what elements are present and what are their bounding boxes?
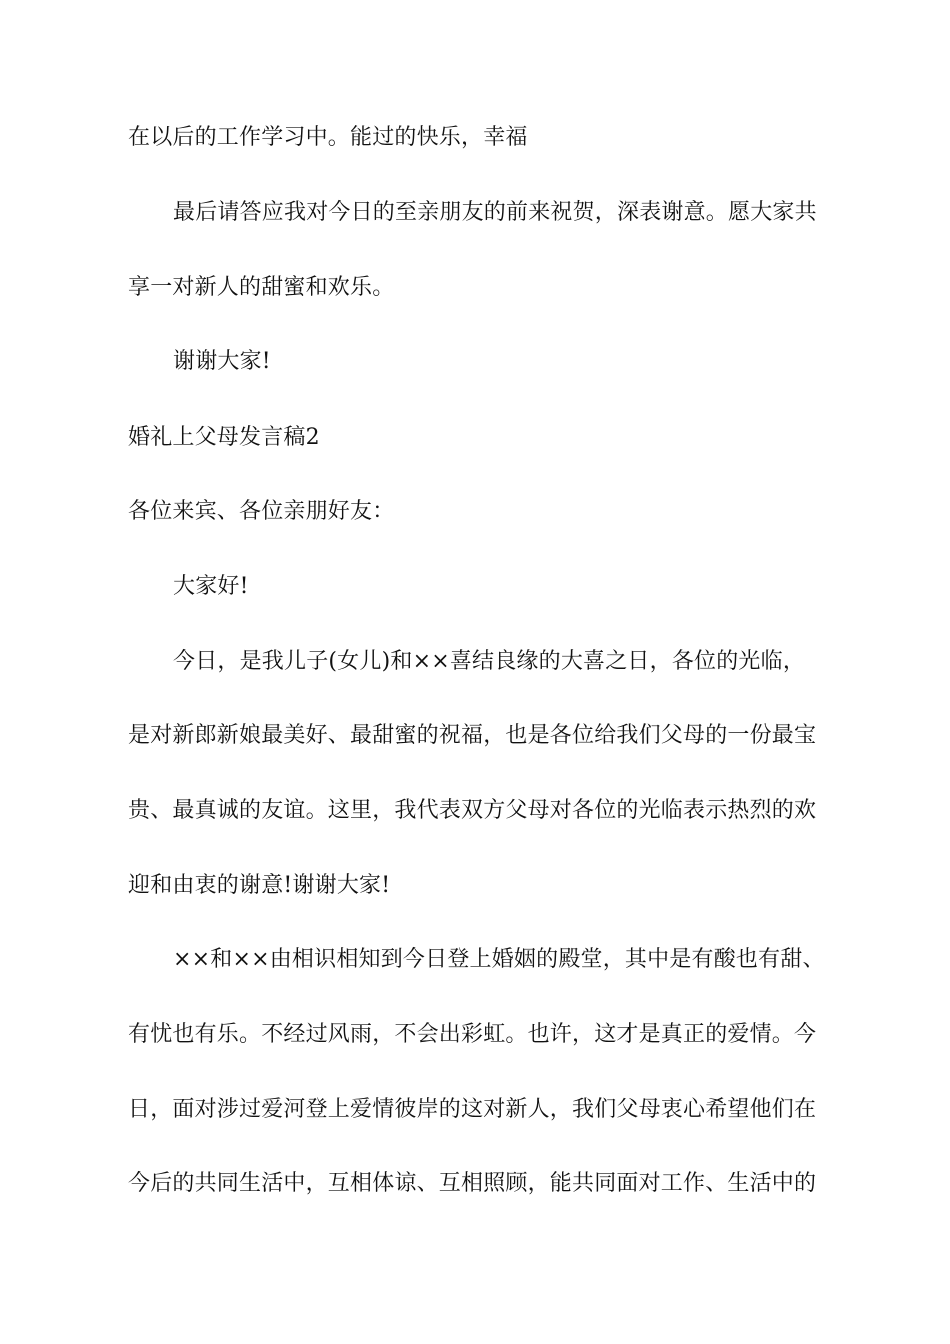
text-line: 最后请答应我对今日的至亲朋友的前来祝贺，深表谢意。愿大家共: [173, 200, 817, 225]
salutation: 各位来宾、各位亲朋好友：: [128, 499, 395, 524]
text-line: 贵、最真诚的友谊。这里，我代表双方父母对各位的光临表示热烈的欢: [128, 798, 817, 823]
greeting: 大家好!: [173, 574, 249, 599]
text-line: 迎和由衷的谢意!谢谢大家!: [128, 873, 391, 898]
text-line: ××和××由相识相知到今日登上婚姻的殿堂，其中是有酸也有甜、: [173, 947, 825, 972]
text-line: 日，面对涉过爱河登上爱情彼岸的这对新人，我们父母衷心希望他们在: [128, 1097, 817, 1122]
text-line: 是对新郎新娘最美好、最甜蜜的祝福，也是各位给我们父母的一份最宝: [128, 723, 817, 748]
text-line: 今日，是我儿子(女儿)和××喜结良缘的大喜之日，各位的光临，: [173, 649, 806, 674]
text-line: 享一对新人的甜蜜和欢乐。: [128, 275, 395, 300]
section-heading: 婚礼上父母发言稿2: [128, 425, 320, 450]
text-line: 谢谢大家!: [173, 349, 271, 374]
text-line: 今后的共同生活中，互相体谅、互相照顾，能共同面对工作、生活中的: [128, 1171, 817, 1196]
text-line: 在以后的工作学习中。能过的快乐，幸福: [128, 125, 528, 150]
text-line: 有忧也有乐。不经过风雨，不会出彩虹。也许，这才是真正的爱情。今: [128, 1022, 817, 1047]
